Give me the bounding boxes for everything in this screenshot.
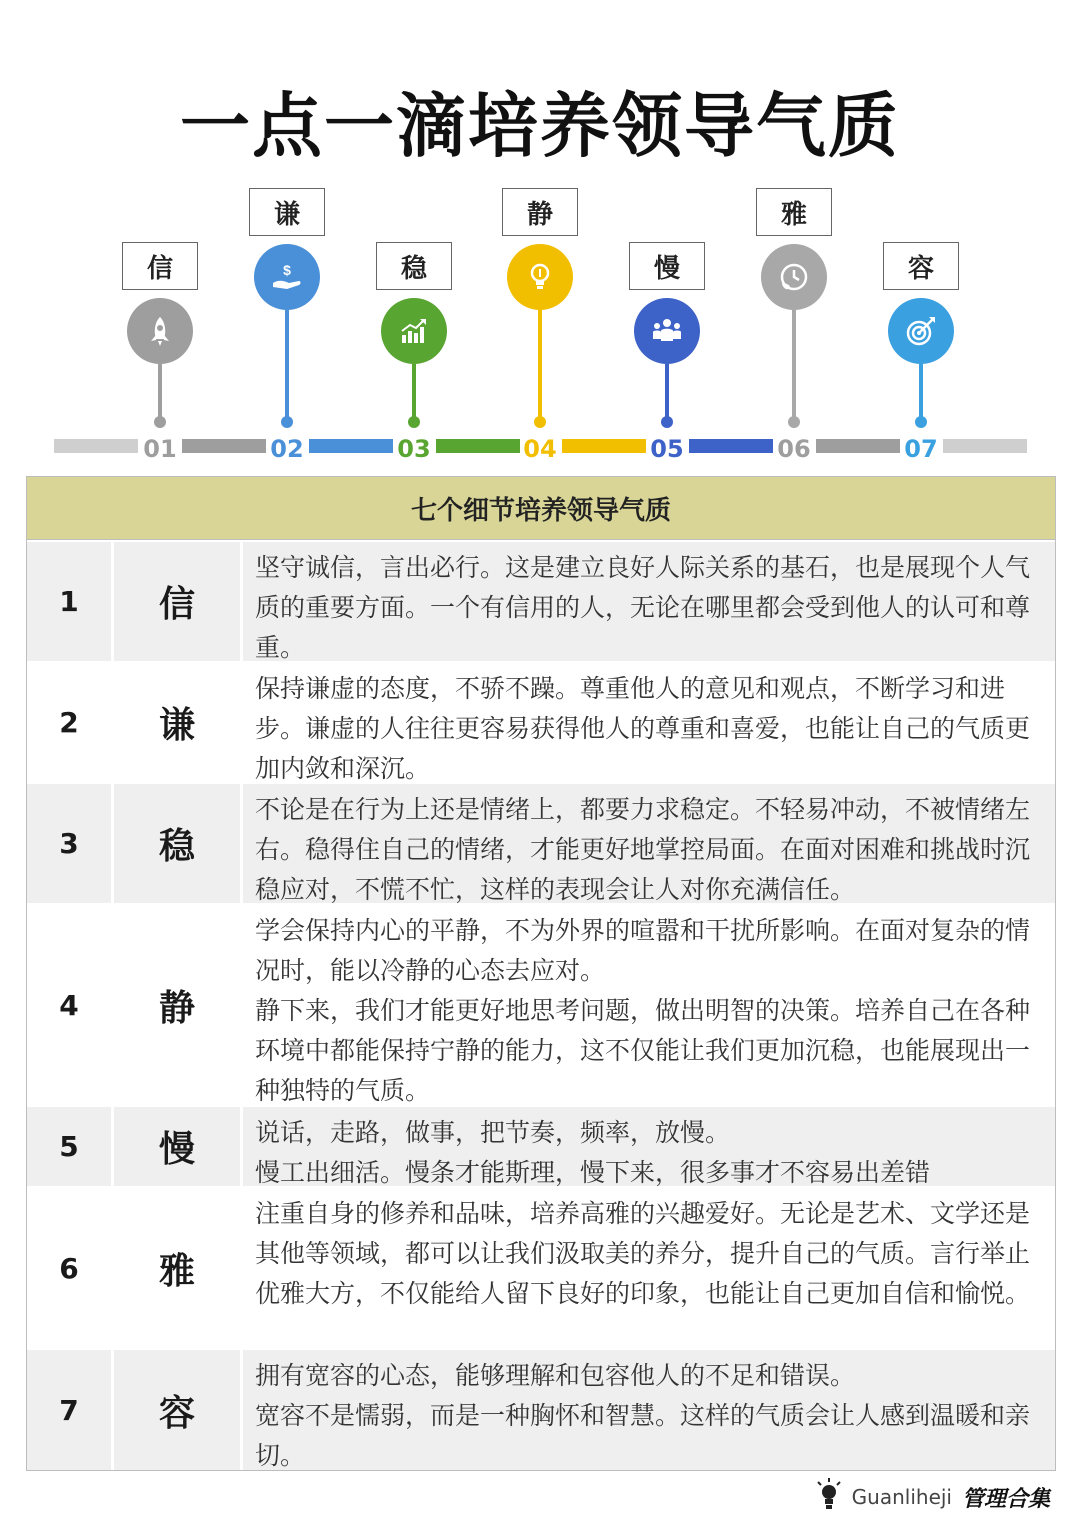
timeline-number-7: 07 — [904, 435, 938, 463]
row-trait: 雅 — [114, 1188, 243, 1348]
row-trait: 稳 — [114, 784, 243, 903]
timeline — [0, 180, 1080, 470]
row-number: 6 — [27, 1188, 114, 1348]
row-trait: 信 — [114, 542, 243, 661]
timeline-segment — [816, 439, 900, 453]
row-trait: 容 — [114, 1350, 243, 1470]
row-description — [243, 905, 1055, 1105]
timeline-label-1: 信 — [122, 242, 198, 290]
lightbulb-icon — [507, 244, 573, 310]
table-row — [27, 540, 1055, 661]
description-line: 慢工出细活。慢条才能斯理，慢下来，很多事才不容易出差错 — [255, 1158, 931, 1187]
phone-clock-icon — [761, 244, 827, 310]
timeline-segment — [54, 439, 138, 453]
rocket-icon — [127, 298, 193, 364]
timeline-label-7: 容 — [883, 242, 959, 290]
timeline-label-6: 雅 — [756, 188, 832, 236]
description-line: 学会保持内心的平静，不为外界的喧嚣和干扰所影响。在面对复杂的情况时，能以冷静的心态去应对。 — [255, 916, 1031, 985]
timeline-number-1: 01 — [143, 435, 177, 463]
team-icon — [634, 298, 700, 364]
target-icon — [888, 298, 954, 364]
growth-chart-icon — [381, 298, 447, 364]
row-trait: 谦 — [114, 663, 243, 782]
row-number: 4 — [27, 905, 114, 1105]
footer — [816, 1478, 1050, 1516]
row-trait: 静 — [114, 905, 243, 1105]
timeline-node-7 — [881, 242, 961, 428]
timeline-number-2: 02 — [270, 435, 304, 463]
timeline-number-6: 06 — [777, 435, 811, 463]
money-hand-icon — [254, 244, 320, 310]
timeline-node-4 — [500, 188, 580, 428]
row-description — [243, 1107, 1055, 1186]
timeline-segment — [309, 439, 393, 453]
timeline-number-3: 03 — [397, 435, 431, 463]
row-number: 5 — [27, 1107, 114, 1186]
row-description — [243, 542, 1055, 661]
row-description — [243, 784, 1055, 903]
timeline-node-6 — [754, 188, 834, 428]
description-line: 宽容不是懦弱，而是一种胸怀和智慧。这样的气质会让人感到温暖和亲切。 — [255, 1401, 1031, 1470]
lightbulb-icon — [816, 1478, 842, 1516]
timeline-label-4: 静 — [502, 188, 578, 236]
row-number: 2 — [27, 663, 114, 782]
row-number: 1 — [27, 542, 114, 661]
footer-brand: Guanliheji — [851, 1485, 952, 1509]
traits-table — [26, 476, 1056, 1471]
page-title: 一点一滴培养领导气质 — [180, 84, 900, 167]
timeline-number-5: 05 — [650, 435, 684, 463]
row-description — [243, 663, 1055, 782]
footer-name: 管理合集 — [961, 1485, 1050, 1512]
timeline-segment — [943, 439, 1027, 453]
row-description — [243, 1188, 1055, 1348]
timeline-node-5 — [627, 242, 707, 428]
timeline-node-3 — [374, 242, 454, 428]
timeline-label-2: 谦 — [249, 188, 325, 236]
timeline-node-1 — [120, 242, 200, 428]
description-line: 保持谦虚的态度，不骄不躁。尊重他人的意见和观点，不断学习和进步。谦虚的人往往更容易获得他人的尊重和喜爱，也能让自己的气质更加内敛和深沉。 — [255, 674, 1031, 783]
timeline-segment — [182, 439, 266, 453]
timeline-number-4: 04 — [523, 435, 557, 463]
description-line: 坚守诚信，言出必行。这是建立良好人际关系的基石，也是展现个人气质的重要方面。一个有信用的人，无论在哪里都会受到他人的认可和尊重。 — [255, 553, 1031, 662]
table-row — [27, 1348, 1055, 1470]
timeline-node-2 — [247, 188, 327, 428]
table-row — [27, 782, 1055, 903]
table-row — [27, 903, 1055, 1105]
timeline-label-3: 稳 — [376, 242, 452, 290]
timeline-segment — [436, 439, 520, 453]
description-line: 拥有宽容的心态，能够理解和包容他人的不足和错误。 — [255, 1361, 856, 1390]
row-description — [243, 1350, 1055, 1470]
description-line: 注重自身的修养和品味，培养高雅的兴趣爱好。无论是艺术、文学还是其他等领域，都可以让我们汲取美的养分，提升自己的气质。言行举止优雅大方，不仅能给人留下良好的印象，也能让自己更加自信和愉悦。 — [255, 1199, 1031, 1308]
table-row — [27, 1186, 1055, 1348]
row-number: 3 — [27, 784, 114, 903]
timeline-segment — [562, 439, 646, 453]
description-line: 不论是在行为上还是情绪上，都要力求稳定。不轻易冲动，不被情绪左右。稳得住自己的情绪，才能更好地掌控局面。在面对困难和挑战时沉稳应对，不慌不忙，这样的表现会让人对你充满信任。 — [255, 795, 1031, 904]
table-row — [27, 1105, 1055, 1186]
description-line: 说话，走路，做事，把节奏，频率，放慢。 — [255, 1118, 731, 1147]
timeline-label-5: 慢 — [629, 242, 705, 290]
svg-text:$: $ — [283, 262, 291, 278]
table-header: 七个细节培养领导气质 — [27, 477, 1055, 540]
row-trait: 慢 — [114, 1107, 243, 1186]
table-row — [27, 661, 1055, 782]
description-line: 静下来，我们才能更好地思考问题，做出明智的决策。培养自己在各种环境中都能保持宁静的能力，这不仅能让我们更加沉稳，也能展现出一种独特的气质。 — [255, 996, 1031, 1105]
row-number: 7 — [27, 1350, 114, 1470]
timeline-segment — [689, 439, 773, 453]
